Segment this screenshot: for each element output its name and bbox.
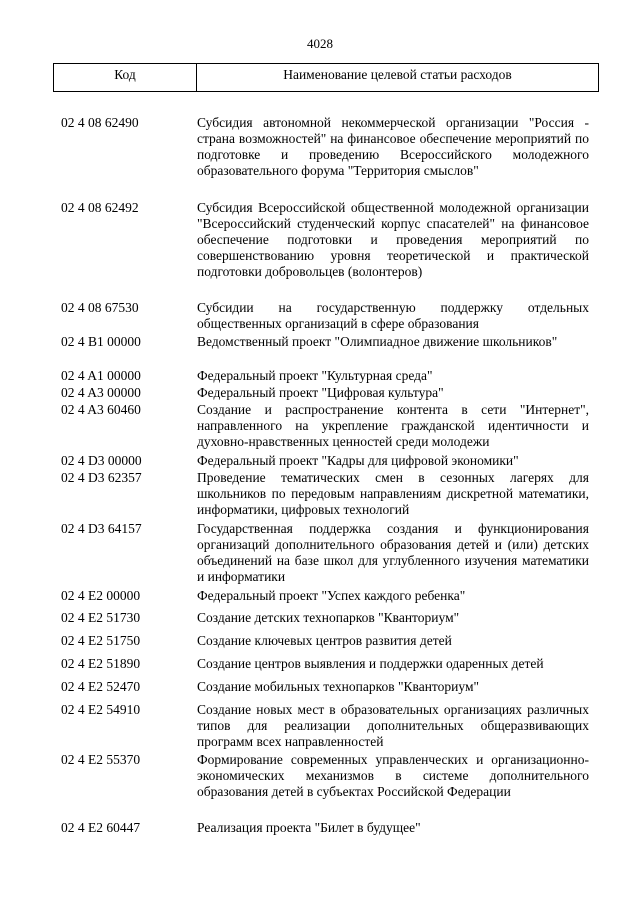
- row-code: 02 4 A3 00000: [61, 385, 141, 400]
- row-code: 02 4 D3 00000: [61, 453, 142, 468]
- row-code: 02 4 B1 00000: [61, 334, 141, 349]
- table-row: [61, 633, 589, 656]
- table-row: [61, 368, 589, 385]
- table-row: [61, 679, 589, 702]
- row-name: Субсидии на государственную поддержку отдельных общественных организаций в сфере образования: [197, 300, 589, 331]
- table-row: [61, 820, 589, 837]
- table-row: [61, 610, 589, 633]
- table-row: [61, 702, 589, 752]
- row-name: Федеральный проект "Цифровая культура": [197, 385, 444, 400]
- row-name: Создание детских технопарков "Кванториум": [197, 610, 460, 625]
- row-name: Федеральный проект "Успех каждого ребенка": [197, 588, 466, 603]
- row-name: Субсидия автономной некоммерческой организации "Россия - страна возможностей" на финансовое обеспечение мероприятий по подготовке и проведению Всероссийского молодежного образовательного форума "Территория смыслов": [197, 115, 589, 178]
- row-code: 02 4 08 67530: [61, 300, 139, 315]
- row-name: Создание ключевых центров развития детей: [197, 633, 452, 648]
- row-name: Создание и распространение контента в сети "Интернет", направленного на укрепление гражданской идентичности и духовно-нравственных ценностей среди молодежи: [197, 402, 589, 449]
- row-code: 02 4 A1 00000: [61, 368, 141, 383]
- row-code: 02 4 E2 51750: [61, 633, 141, 648]
- row-name: Проведение тематических смен в сезонных лагерях для школьников по передовым направлениям дискретной математики, информатики, цифровых технологий: [197, 470, 589, 517]
- table-row: [61, 334, 589, 368]
- row-name: Субсидия Всероссийской общественной молодежной организации "Всероссийский студенческий корпус спасателей" на финансовое обеспечение подготовки и проведения мероприятий по совершенствованию уровня теоретической и практической подготовки добровольцев (волонтеров): [197, 200, 589, 279]
- row-name: Федеральный проект "Культурная среда": [197, 368, 433, 383]
- row-code: 02 4 E2 54910: [61, 702, 141, 717]
- row-name: Реализация проекта "Билет в будущее": [197, 820, 421, 835]
- table-row: [61, 656, 589, 679]
- row-code: 02 4 08 62492: [61, 200, 139, 215]
- table-row: [61, 752, 589, 820]
- row-name: Государственная поддержка создания и функционирования организаций дополнительного образования детей и (или) детских объединений на базе школ для углубленного изучения математики и информатики: [197, 521, 589, 584]
- row-name: Формирование современных управленческих и организационно-экономических механизмов в системе дополнительного образования детей в субъектах Российской Федерации: [197, 752, 589, 799]
- page-number: 4028: [307, 36, 333, 51]
- table-row: [61, 470, 589, 521]
- row-code: 02 4 A3 60460: [61, 402, 141, 417]
- row-name: Федеральный проект "Кадры для цифровой экономики": [197, 453, 519, 468]
- table-row: [61, 588, 589, 610]
- table-row: [61, 453, 589, 470]
- table-row: [61, 115, 589, 200]
- row-code: 02 4 D3 64157: [61, 521, 142, 536]
- row-name: Создание новых мест в образовательных организациях различных типов для реализации дополнительных общеразвивающих программ всех направленностей: [197, 702, 589, 749]
- row-name: Ведомственный проект "Олимпиадное движение школьников": [197, 334, 558, 349]
- table-row: [61, 385, 589, 402]
- table-row: [61, 402, 589, 453]
- row-code: 02 4 08 62490: [61, 115, 139, 130]
- row-code: 02 4 E2 55370: [61, 752, 141, 767]
- header-code: Код: [54, 64, 197, 91]
- row-name: Создание мобильных технопарков "Кванториум": [197, 679, 479, 694]
- header-name: Наименование целевой статьи расходов: [283, 67, 512, 82]
- row-code: 02 4 D3 62357: [61, 470, 142, 485]
- table-header: [53, 63, 599, 92]
- row-code: 02 4 E2 00000: [61, 588, 141, 603]
- table-body: [61, 115, 589, 837]
- row-name: Создание центров выявления и поддержки одаренных детей: [197, 656, 544, 671]
- row-code: 02 4 E2 52470: [61, 679, 141, 694]
- row-code: 02 4 E2 60447: [61, 820, 141, 835]
- row-code: 02 4 E2 51730: [61, 610, 141, 625]
- table-row: [61, 300, 589, 334]
- table-row: [61, 521, 589, 588]
- table-row: [61, 200, 589, 300]
- row-code: 02 4 E2 51890: [61, 656, 141, 671]
